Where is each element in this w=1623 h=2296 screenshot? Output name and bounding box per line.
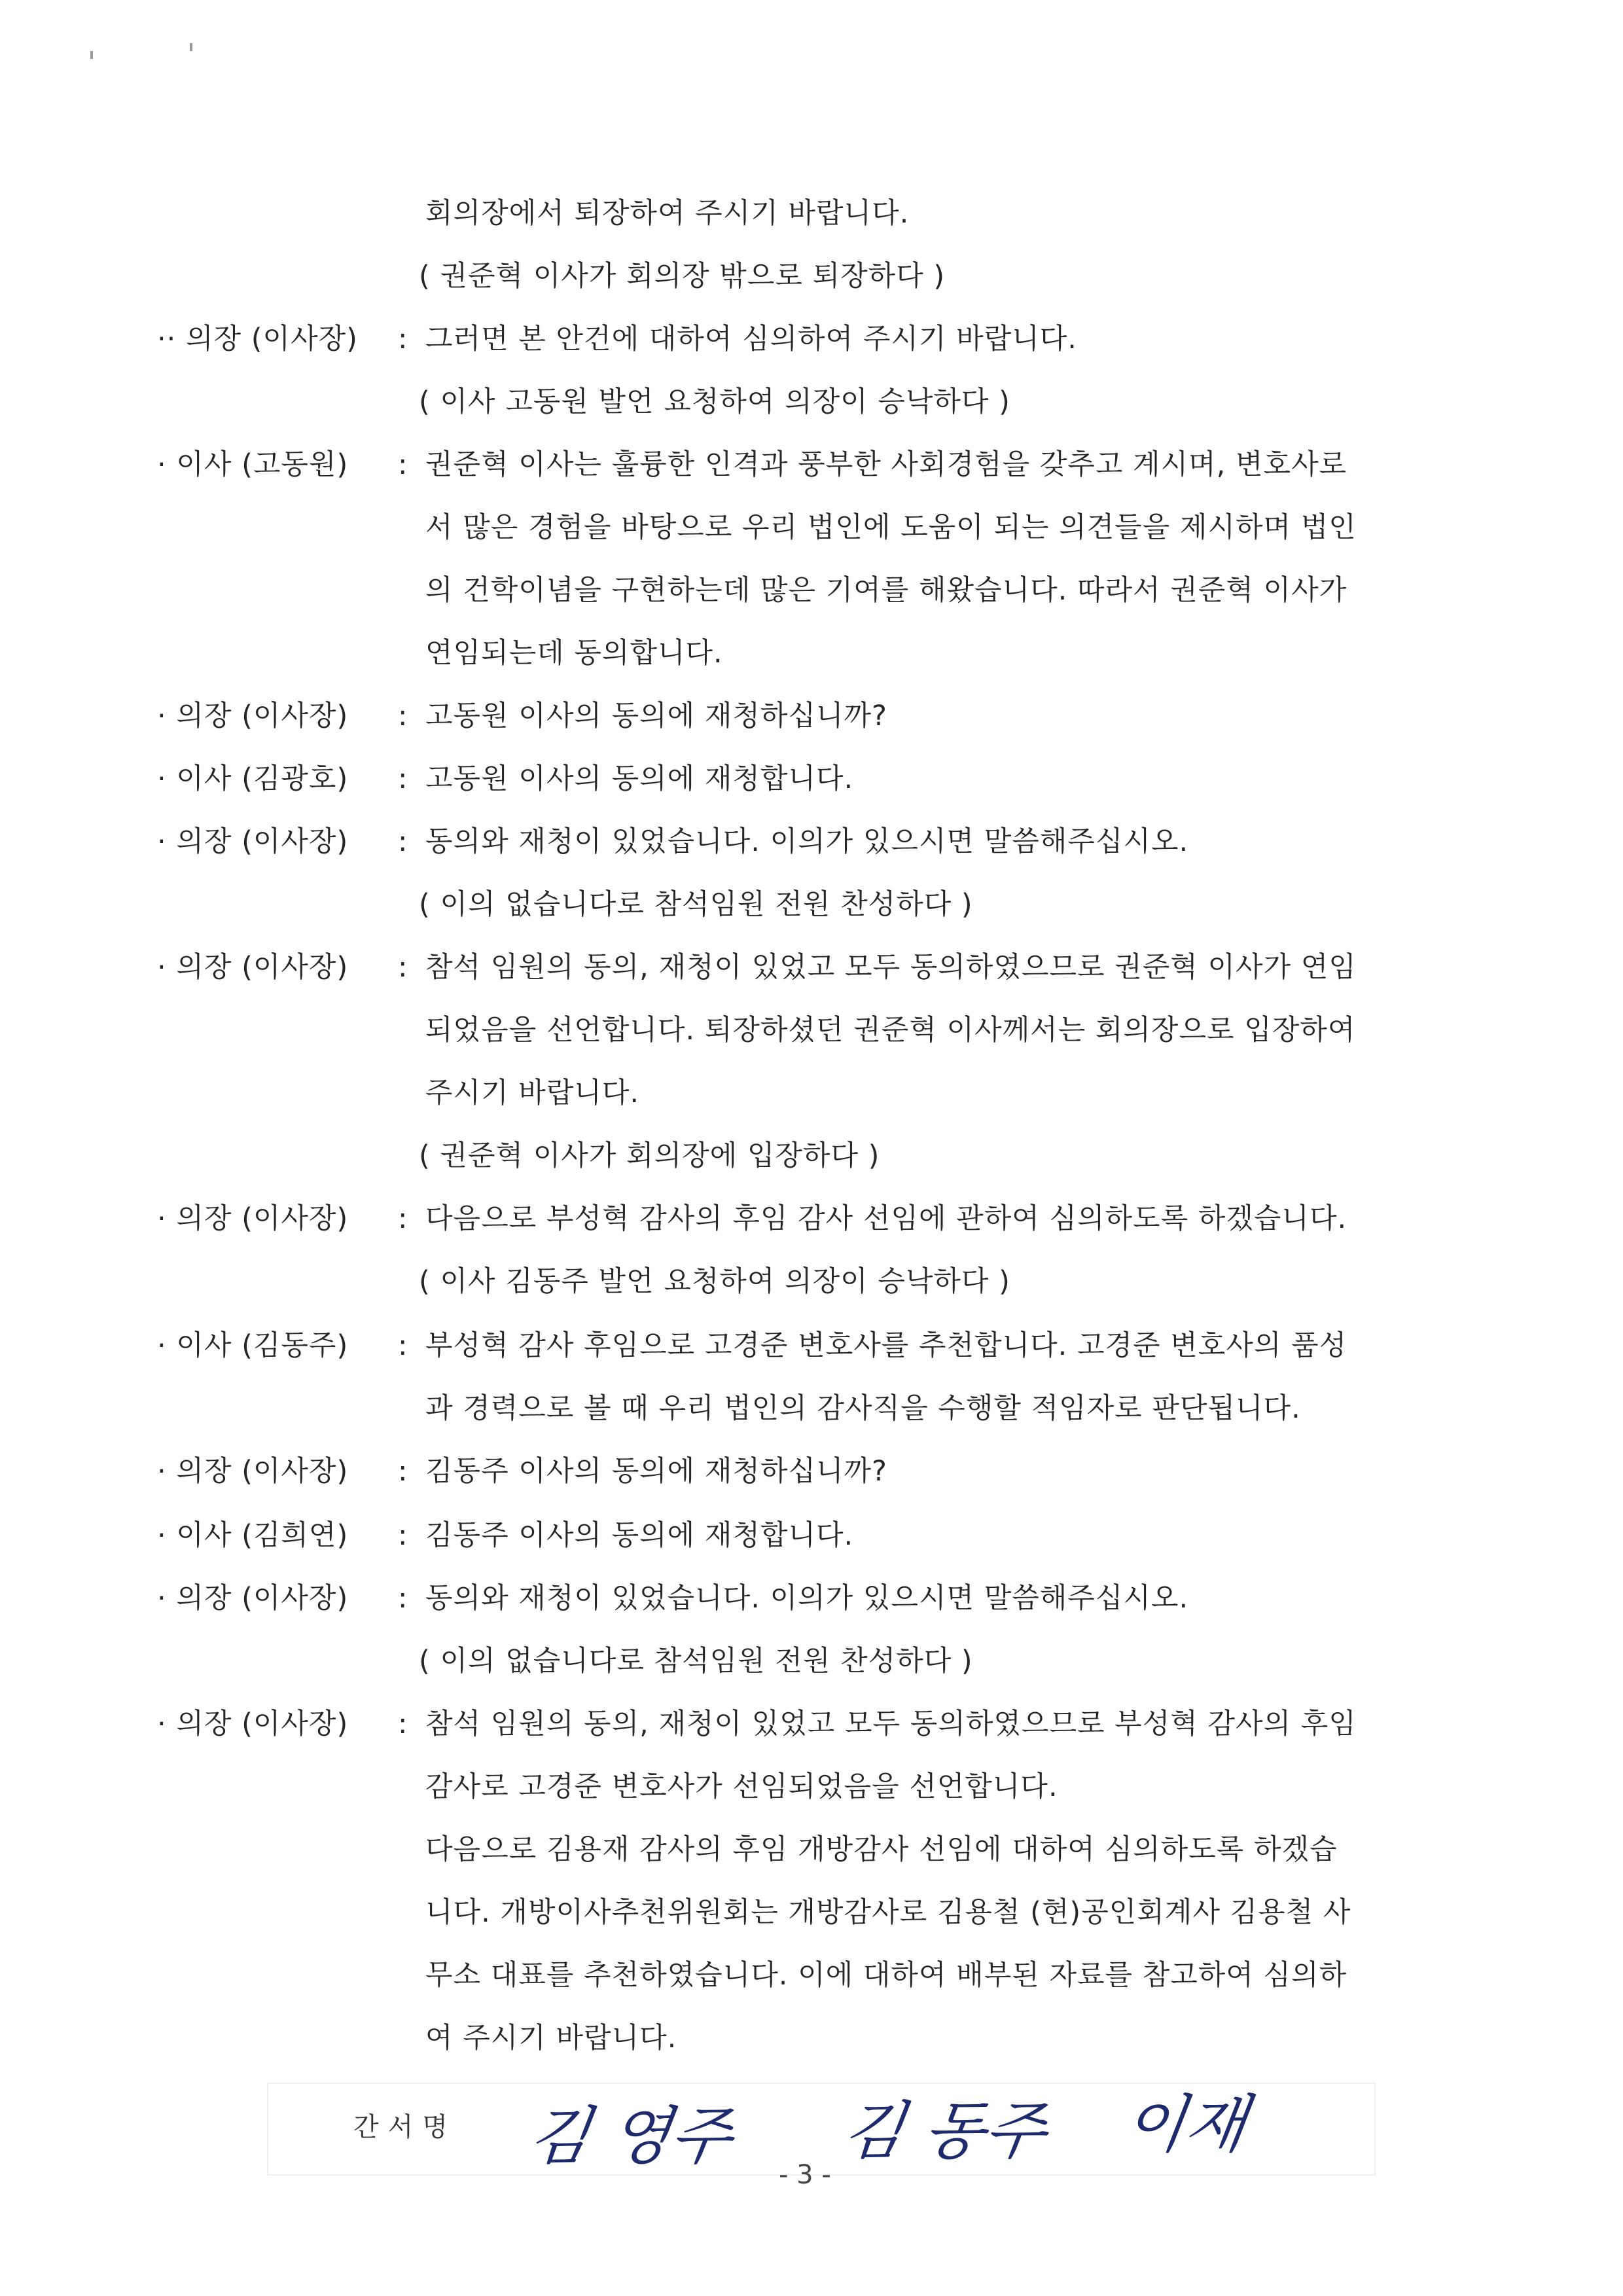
signature-lee: 이재 — [1120, 2088, 1252, 2161]
speech-text: 고동원 이사의 동의에 재청하십니까? — [425, 700, 887, 732]
colon-separator: : — [398, 1329, 408, 1362]
speech-text: 동의와 재청이 있었습니다. 이의가 있으시면 말씀해주십시오. — [425, 1582, 1189, 1615]
speech-continuation: 무소 대표를 추천하였습니다. 이에 대하여 배부된 자료를 참고하여 심의하 — [425, 1959, 1347, 1992]
speech-continuation: 서 많은 경험을 바탕으로 우리 법인에 도움이 되는 의견들을 제시하며 법인 — [425, 511, 1357, 544]
speech-text: 참석 임원의 동의, 재청이 있었고 모두 동의하였으므로 부성혁 감사의 후임 — [425, 1708, 1357, 1740]
speech-text: 동의와 재청이 있었습니다. 이의가 있으시면 말씀해주십시오. — [425, 825, 1189, 858]
stage-direction: ( 이사 고동원 발언 요청하여 의장이 승낙하다 ) — [419, 386, 1010, 418]
speech-text: 권준혁 이사는 훌륭한 인격과 풍부한 사회경험을 갖추고 계시며, 변호사로 — [425, 448, 1347, 481]
speech-text: 김동주 이사의 동의에 재청하십니까? — [425, 1455, 887, 1488]
speaker-label: · 의장 (이사장) — [157, 1582, 349, 1615]
page-number: - 3 - — [779, 2160, 831, 2190]
speaker-label: · 의장 (이사장) — [157, 1708, 349, 1740]
speech-continuation: 니다. 개방이사추천위원회는 개방감사로 김용철 (현)공인회계사 김용철 사 — [425, 1896, 1351, 1929]
signature-kim-dongju: 김 동주 — [838, 2094, 1051, 2168]
speech-continuation: 연임되는데 동의합니다. — [425, 637, 723, 670]
colon-separator: : — [398, 1455, 408, 1488]
colon-separator: : — [398, 1202, 408, 1235]
speaker-label: · 의장 (이사장) — [157, 1455, 349, 1488]
speech-continuation: 여 주시기 바랍니다. — [425, 2022, 677, 2054]
speaker-label: ·· 의장 (이사장) — [157, 323, 358, 355]
colon-separator: : — [398, 1519, 408, 1552]
speaker-label: · 이사 (김동주) — [157, 1329, 349, 1362]
speech-continuation: 감사로 고경준 변호사가 선임되었음을 선언합니다. — [425, 1770, 1058, 1803]
colon-separator: : — [398, 323, 408, 355]
speech-text: 그러면 본 안건에 대하여 심의하여 주시기 바랍니다. — [425, 323, 1077, 355]
speaker-label: · 의장 (이사장) — [157, 700, 349, 732]
colon-separator: : — [398, 1708, 408, 1740]
speaker-label: · 이사 (고동원) — [157, 448, 349, 481]
speaker-label: · 이사 (김광호) — [157, 762, 349, 795]
colon-separator: : — [398, 1582, 408, 1615]
speech-continuation: 회의장에서 퇴장하여 주시기 바랍니다. — [425, 197, 910, 230]
colon-separator: : — [398, 700, 408, 732]
speech-continuation: 과 경력으로 볼 때 우리 법인의 감사직을 수행할 적임자로 판단됩니다. — [425, 1392, 1301, 1425]
colon-separator: : — [398, 951, 408, 984]
speaker-label: · 의장 (이사장) — [157, 825, 349, 858]
speech-continuation: 다음으로 김용재 감사의 후임 개방감사 선임에 대하여 심의하도록 하겠습 — [425, 1833, 1338, 1866]
speech-text: 다음으로 부성혁 감사의 후임 감사 선임에 관하여 심의하도록 하겠습니다. — [425, 1202, 1347, 1235]
speech-continuation: 의 건학이념을 구현하는데 많은 기여를 해왔습니다. 따라서 권준혁 이사가 — [425, 574, 1347, 607]
speech-text: 고동원 이사의 동의에 재청합니다. — [425, 762, 854, 795]
speech-text: 김동주 이사의 동의에 재청합니다. — [425, 1519, 854, 1552]
speech-continuation: 주시기 바랍니다. — [425, 1077, 640, 1109]
speech-text: 참석 임원의 동의, 재청이 있었고 모두 동의하였으므로 권준혁 이사가 연임 — [425, 951, 1357, 984]
stage-direction: ( 이사 김동주 발언 요청하여 의장이 승낙하다 ) — [419, 1265, 1010, 1298]
stage-direction: ( 이의 없습니다로 참석임원 전원 찬성하다 ) — [419, 1645, 973, 1677]
colon-separator: : — [398, 762, 408, 795]
colon-separator: : — [398, 825, 408, 858]
speech-text: 부성혁 감사 후임으로 고경준 변호사를 추천합니다. 고경준 변호사의 품성 — [425, 1329, 1347, 1362]
signature-kim-youngju: 김 영주 — [524, 2100, 737, 2173]
speaker-label: · 의장 (이사장) — [157, 951, 349, 984]
speaker-label: · 의장 (이사장) — [157, 1202, 349, 1235]
scan-speck — [190, 43, 192, 51]
colon-separator: : — [398, 448, 408, 481]
stage-direction: ( 권준혁 이사가 회의장에 입장하다 ) — [419, 1139, 880, 1172]
speaker-label: · 이사 (김희연) — [157, 1519, 349, 1552]
speech-continuation: 되었음을 선언합니다. 퇴장하셨던 권준혁 이사께서는 회의장으로 입장하여 — [425, 1014, 1356, 1047]
signature-label: 간서명 — [353, 2112, 457, 2142]
scan-speck — [90, 51, 93, 59]
stage-direction: ( 권준혁 이사가 회의장 밖으로 퇴장하다 ) — [419, 260, 946, 293]
stage-direction: ( 이의 없습니다로 참석임원 전원 찬성하다 ) — [419, 888, 973, 921]
